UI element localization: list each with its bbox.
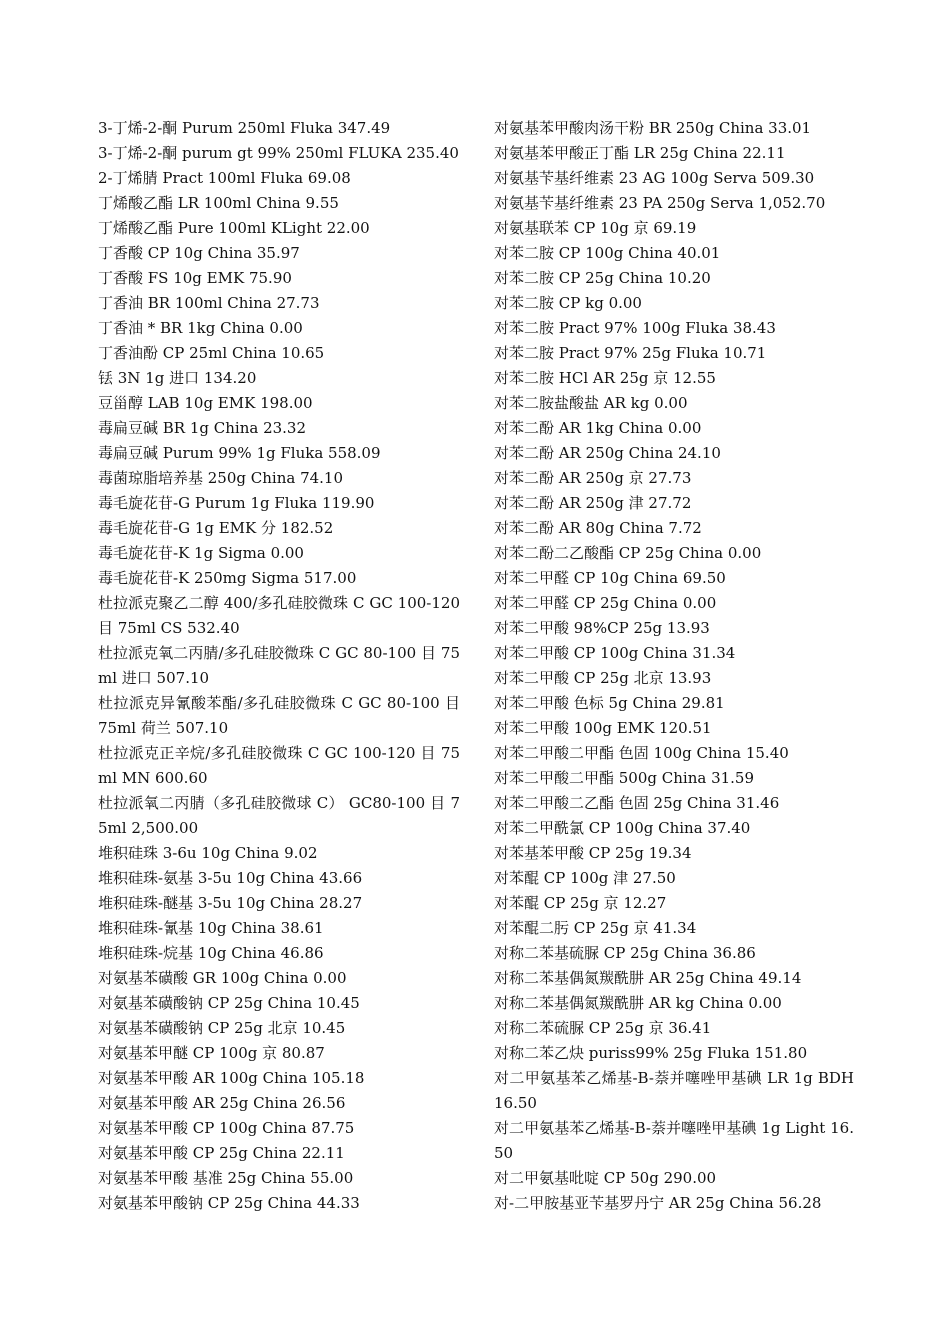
- product-entry: 对苯二酚 AR 80g China 7.72: [494, 519, 702, 537]
- product-entry: 丁烯酸乙酯 LR 100ml China 9.55: [98, 194, 339, 212]
- product-entry: 毒毛旋花苷-G 1g EMK 分 182.52: [98, 519, 334, 537]
- product-entry: 丁香油酚 CP 25ml China 10.65: [98, 344, 325, 362]
- product-entry: 毒毛旋花苷-K 250mg Sigma 517.00: [98, 569, 357, 587]
- product-entry: 对氨基苯磺酸钠 CP 25g China 10.45: [98, 994, 360, 1012]
- product-entry: 毒扁豆碱 BR 1g China 23.32: [98, 419, 307, 437]
- product-entry: 对氨基苯甲酸正丁酯 LR 25g China 22.11: [494, 144, 786, 162]
- product-entry: 3-丁烯-2-酮 Purum 250ml Fluka 347.49: [98, 119, 391, 137]
- product-entry: 对二甲氨基苯乙烯基-B-萘并噻唑甲基碘 1g Light 16.50: [494, 1119, 854, 1162]
- product-entry: 对氨基苯甲酸 AR 100g China 105.18: [98, 1069, 365, 1087]
- product-entry: 对苯基苯甲酸 CP 25g 19.34: [494, 844, 692, 862]
- product-entry: 对氨基苯甲酸 基准 25g China 55.00: [98, 1169, 354, 1187]
- product-entry: 丁香酸 FS 10g EMK 75.90: [98, 269, 292, 287]
- product-entry: 对氨基苯甲酸 CP 100g China 87.75: [98, 1119, 355, 1137]
- product-entry: 丁烯酸乙酯 Pure 100ml KLight 22.00: [98, 219, 370, 237]
- product-entry: 铥 3N 1g 进口 134.20: [98, 369, 257, 387]
- product-entry: 毒毛旋花苷-G Purum 1g Fluka 119.90: [98, 494, 375, 512]
- product-entry: 对苯二甲酰氯 CP 100g China 37.40: [494, 819, 751, 837]
- product-entry: 堆积硅珠 3-6u 10g China 9.02: [98, 844, 318, 862]
- product-entry: 对称二苯乙炔 puriss99% 25g Fluka 151.80: [494, 1044, 808, 1062]
- product-entry: 对称二苯硫脲 CP 25g 京 36.41: [494, 1019, 712, 1037]
- product-entry: 对苯二胺 Pract 97% 100g Fluka 38.43: [494, 319, 776, 337]
- product-entry: 对苯二胺 Pract 97% 25g Fluka 10.71: [494, 344, 767, 362]
- product-entry: 杜拉派克聚乙二醇 400/多孔硅胶微珠 C GC 100-120 目 75ml CS 532.40: [98, 594, 460, 637]
- product-entry: 丁香油 BR 100ml China 27.73: [98, 294, 320, 312]
- product-entry: 对苯二酚 AR 250g 津 27.72: [494, 494, 692, 512]
- product-entry: 对氨基联苯 CP 10g 京 69.19: [494, 219, 697, 237]
- product-entry: 对苯二酚 AR 250g 京 27.73: [494, 469, 692, 487]
- product-entry: 对苯二甲酸二乙酯 色固 25g China 31.46: [494, 794, 780, 812]
- product-entry: 堆积硅珠-烷基 10g China 46.86: [98, 944, 324, 962]
- product-entry: 对称二苯基偶氮羰酰肼 AR 25g China 49.14: [494, 969, 802, 987]
- product-entry: 杜拉派克异氰酸苯酯/多孔硅胶微珠 C GC 80-100 目 75ml 荷兰 507.10: [98, 694, 460, 737]
- product-entry: 3-丁烯-2-酮 purum gt 99% 250ml FLUKA 235.40: [98, 144, 459, 162]
- product-entry: 对苯二甲醛 CP 25g China 0.00: [494, 594, 717, 612]
- product-entry: 对苯二甲酸二甲酯 色固 100g China 15.40: [494, 744, 789, 762]
- product-entry: 对氨基苯磺酸 GR 100g China 0.00: [98, 969, 347, 987]
- right-column: [494, 116, 854, 1216]
- product-entry: 对苯二胺 CP kg 0.00: [494, 294, 642, 312]
- product-entry: 对氨基苯甲酸 CP 25g China 22.11: [98, 1144, 345, 1162]
- product-entry: 对氨基苄基纤维素 23 AG 100g Serva 509.30: [494, 169, 815, 187]
- product-entry: 毒菌琼脂培养基 250g China 74.10: [98, 469, 344, 487]
- product-entry: 对苯二胺 CP 100g China 40.01: [494, 244, 721, 262]
- product-entry: 对苯二酚 AR 250g China 24.10: [494, 444, 721, 462]
- product-entry: 堆积硅珠-氨基 3-5u 10g China 43.66: [98, 869, 363, 887]
- product-entry: 对称二苯基硫脲 CP 25g China 36.86: [494, 944, 756, 962]
- product-entry: 对氨基苯甲酸肉汤干粉 BR 250g China 33.01: [494, 119, 812, 137]
- product-entry: 对苯醌 CP 100g 津 27.50: [494, 869, 676, 887]
- product-entry: 毒扁豆碱 Purum 99% 1g Fluka 558.09: [98, 444, 381, 462]
- product-entry: 2-丁烯腈 Pract 100ml Fluka 69.08: [98, 169, 351, 187]
- product-entry: 对二甲氨基苯乙烯基-B-萘并噻唑甲基碘 LR 1g BDH 16.50: [494, 1069, 854, 1112]
- product-entry: 丁香油 * BR 1kg China 0.00: [98, 319, 303, 337]
- product-entry: 对苯二甲酸 色标 5g China 29.81: [494, 694, 725, 712]
- product-entry: 对苯醌二肟 CP 25g 京 41.34: [494, 919, 697, 937]
- product-entry: 对苯二甲酸 98%CP 25g 13.93: [494, 619, 710, 637]
- product-entry: 对苯二胺 HCl AR 25g 京 12.55: [494, 369, 716, 387]
- product-entry: 对苯二胺 CP 25g China 10.20: [494, 269, 711, 287]
- product-entry: 对氨基苯甲酸钠 CP 25g China 44.33: [98, 1194, 360, 1212]
- product-entry: 对苯二酚二乙酸酯 CP 25g China 0.00: [494, 544, 762, 562]
- product-entry: 杜拉派克正辛烷/多孔硅胶微珠 C GC 100-120 目 75ml MN 600.60: [98, 744, 460, 787]
- product-entry: 对氨基苄基纤维素 23 PA 250g Serva 1,052.70: [494, 194, 826, 212]
- product-entry: 豆甾醇 LAB 10g EMK 198.00: [98, 394, 313, 412]
- product-entry: 对苯二甲酸 CP 100g China 31.34: [494, 644, 736, 662]
- product-entry: 堆积硅珠-氰基 10g China 38.61: [98, 919, 324, 937]
- product-entry: 对苯二甲酸二甲酯 500g China 31.59: [494, 769, 755, 787]
- product-entry: 对苯二酚 AR 1kg China 0.00: [494, 419, 702, 437]
- product-entry: 对称二苯基偶氮羰酰肼 AR kg China 0.00: [494, 994, 782, 1012]
- left-column: [98, 116, 460, 1216]
- product-entry: 杜拉派克氧二丙腈/多孔硅胶微珠 C GC 80-100 目 75ml 进口 507.10: [98, 644, 460, 687]
- product-entry: 毒毛旋花苷-K 1g Sigma 0.00: [98, 544, 304, 562]
- product-entry: 对苯二甲醛 CP 10g China 69.50: [494, 569, 726, 587]
- product-entry: 对-二甲胺基亚苄基罗丹宁 AR 25g China 56.28: [494, 1194, 822, 1212]
- product-entry: 对苯二甲酸 100g EMK 120.51: [494, 719, 712, 737]
- product-entry: 对氨基苯磺酸钠 CP 25g 北京 10.45: [98, 1019, 346, 1037]
- product-entry: 对氨基苯甲醚 CP 100g 京 80.87: [98, 1044, 325, 1062]
- product-entry: 对苯二胺盐酸盐 AR kg 0.00: [494, 394, 688, 412]
- product-entry: 堆积硅珠-醚基 3-5u 10g China 28.27: [98, 894, 363, 912]
- product-entry: 丁香酸 CP 10g China 35.97: [98, 244, 300, 262]
- product-entry: 杜拉派氧二丙腈（多孔硅胶微球 C） GC80-100 目 75ml 2,500.00: [98, 794, 460, 837]
- product-entry: 对氨基苯甲酸 AR 25g China 26.56: [98, 1094, 346, 1112]
- product-entry: 对苯醌 CP 25g 京 12.27: [494, 894, 667, 912]
- product-entry: 对苯二甲酸 CP 25g 北京 13.93: [494, 669, 712, 687]
- product-entry: 对二甲氨基吡啶 CP 50g 290.00: [494, 1169, 717, 1187]
